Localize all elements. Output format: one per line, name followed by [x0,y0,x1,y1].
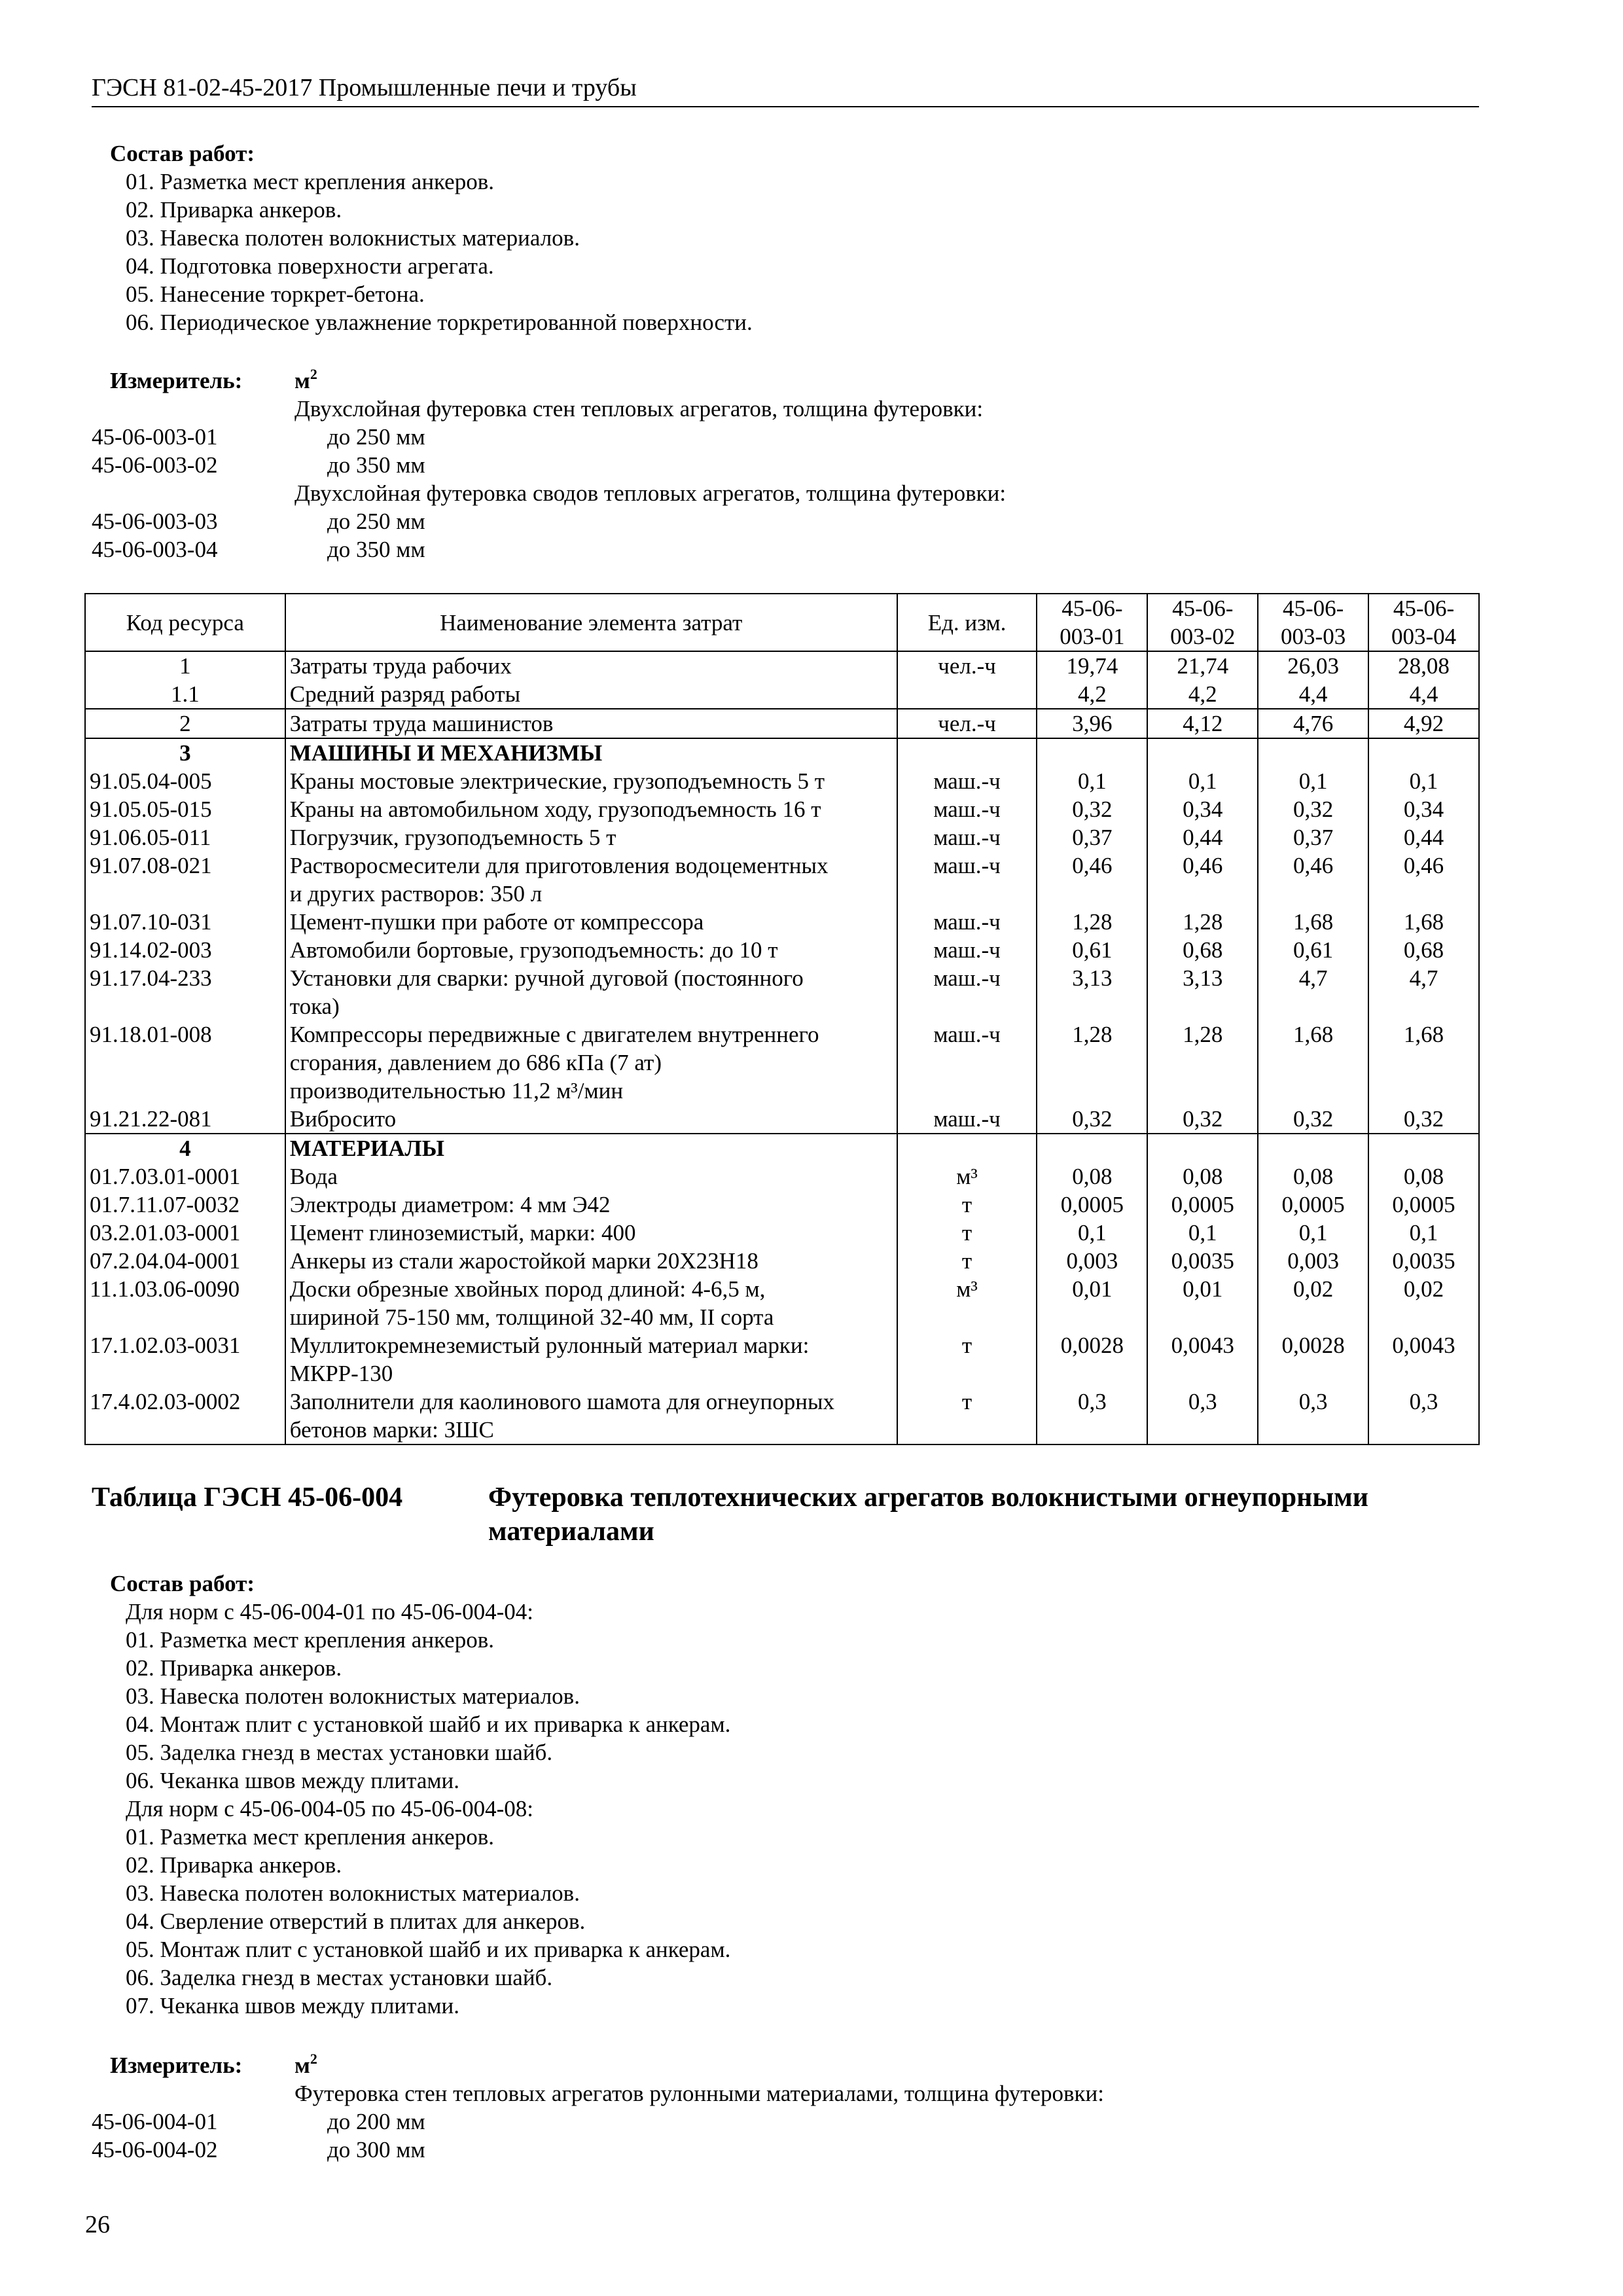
cell-value [1258,738,1368,767]
cell-unit [897,1303,1037,1331]
cell-value: 0,46 [1037,852,1147,880]
cell-unit [897,738,1037,767]
work-item: 06. Заделка гнезд в местах установки шайб. [126,1965,553,1990]
cell-unit: т [897,1247,1037,1275]
header-code: Код ресурса [85,594,285,651]
cell-value: 0,44 [1147,823,1258,852]
table-row [85,936,1479,964]
cell-value [1037,1303,1147,1331]
cell-name: тока) [285,992,897,1020]
cell-unit: маш.-ч [897,964,1037,992]
cell-value: 0,1 [1147,1219,1258,1247]
cell-value [1147,738,1258,767]
cell-unit [897,1359,1037,1388]
cell-value: 0,46 [1368,852,1479,880]
cell-code: 3 [85,738,285,767]
cell-code: 91.06.05-011 [85,823,285,852]
cell-value [1258,1049,1368,1077]
cell-value: 0,0028 [1258,1331,1368,1359]
cell-name: МКРР-130 [285,1359,897,1388]
cell-name: Муллитокремнеземистый рулонный материал марки: [285,1331,897,1359]
work-item: 05. Монтаж плит с установкой шайб и их приварка к анкерам. [126,1937,731,1962]
table-title: Футеровка теплотехнических агрегатов волокнистыми огнеупорными материалами [488,1482,1368,1547]
cell-value: 3,13 [1037,964,1147,992]
cell-name: производительностью 11,2 м³/мин [285,1077,897,1105]
cell-value: 4,12 [1147,709,1258,738]
table-row [85,1303,1479,1331]
running-header: ГЭСН 81-02-45-2017 Промышленные печи и трубы [92,73,1479,107]
cell-value: 19,74 [1037,651,1147,680]
cell-name: Вибросито [285,1105,897,1134]
table-row [85,1275,1479,1303]
cell-value [1258,1134,1368,1162]
cell-value: 1,28 [1147,1020,1258,1049]
cell-value [1368,1303,1479,1331]
cell-code: 07.2.04.04-0001 [85,1247,285,1275]
cell-value: 0,1 [1258,1219,1368,1247]
cell-code: 03.2.01.03-0001 [85,1219,285,1247]
table-row [85,1077,1479,1105]
cell-value: 0,0005 [1037,1191,1147,1219]
cell-unit: м³ [897,1162,1037,1191]
cell-code [85,880,285,908]
cell-value: 0,3 [1368,1388,1479,1416]
cell-unit [897,992,1037,1020]
cell-code: 91.05.04-005 [85,767,285,795]
cell-value: 0,32 [1258,1105,1368,1134]
measure-label: Измеритель: [110,2053,243,2078]
cell-name: шириной 75-150 мм, толщиной 32-40 мм, II сорта [285,1303,897,1331]
cell-unit [897,1134,1037,1162]
table-header-row [85,594,1479,651]
works-list [126,1598,730,2020]
cell-value [1037,992,1147,1020]
table-row [85,1105,1479,1134]
header-norm: 45-06- 003-01 [1037,594,1147,651]
cell-unit: т [897,1219,1037,1247]
cell-value [1147,880,1258,908]
work-item: Для норм с 45-06-004-01 по 45-06-004-04: [126,1599,533,1624]
cell-value: 4,4 [1258,680,1368,709]
cell-code: 2 [85,709,285,738]
measure-unit: $м^2$ [294,2051,317,2078]
cell-unit: чел.-ч [897,651,1037,680]
cell-value [1147,1134,1258,1162]
table-row [85,709,1479,738]
table-row [85,823,1479,852]
cell-unit: маш.-ч [897,795,1037,823]
cell-value: 0,32 [1147,1105,1258,1134]
works-title: Состав работ: [110,141,255,166]
norm-code: 45-06-003-03 [92,509,218,534]
cell-value: 0,0043 [1368,1331,1479,1359]
cell-unit: т [897,1388,1037,1416]
cell-code [85,1416,285,1444]
cell-code: 91.07.08-021 [85,852,285,880]
cell-value: 1,28 [1147,908,1258,936]
cell-value: 1,28 [1037,1020,1147,1049]
cell-value: 0,0005 [1368,1191,1479,1219]
cell-unit [897,1077,1037,1105]
cell-code: 91.21.22-081 [85,1105,285,1134]
work-item: 05. Нанесение торкрет-бетона. [126,281,425,307]
cell-value: 0,37 [1258,823,1368,852]
cell-value: 0,01 [1147,1275,1258,1303]
cell-value: 0,68 [1147,936,1258,964]
cell-name: и других растворов: 350 л [285,880,897,908]
norm-text: до 300 мм [327,2137,425,2162]
cell-name: Компрессоры передвижные с двигателем внутреннего [285,1020,897,1049]
table-row [85,992,1479,1020]
cell-value: 4,7 [1258,964,1368,992]
cell-code: 01.7.11.07-0032 [85,1191,285,1219]
table-row [85,880,1479,908]
table-row [85,651,1479,680]
norm-text: до 250 мм [327,424,425,450]
cell-value: 0,44 [1368,823,1479,852]
cell-value [1037,1359,1147,1388]
cell-value [1037,1049,1147,1077]
cell-name: Электроды диаметром: 4 мм Э42 [285,1191,897,1219]
cell-value [1037,1416,1147,1444]
cell-value: 0,3 [1258,1388,1368,1416]
cell-unit: маш.-ч [897,936,1037,964]
cell-code: 1 [85,651,285,680]
cell-code: 91.14.02-003 [85,936,285,964]
cell-code: 91.18.01-008 [85,1020,285,1049]
cell-unit: маш.-ч [897,1105,1037,1134]
cell-unit: маш.-ч [897,908,1037,936]
cell-name: Цемент глиноземистый, марки: 400 [285,1219,897,1247]
measure-unit: $м^2$ [294,366,317,393]
cell-code: 1.1 [85,680,285,709]
cell-name: Средний разряд работы [285,680,897,709]
table-row [85,1049,1479,1077]
table-row [85,1359,1479,1388]
cell-name: Установки для сварки: ручной дуговой (постоянного [285,964,897,992]
cell-value: 0,3 [1147,1388,1258,1416]
cell-value: 4,2 [1037,680,1147,709]
works-list [126,168,753,336]
norm-code: 45-06-004-02 [92,2137,218,2162]
cell-value [1258,880,1368,908]
cell-value: 21,74 [1147,651,1258,680]
table-row [85,852,1479,880]
measure-label: Измеритель: [110,368,243,393]
cell-value: 4,76 [1258,709,1368,738]
cell-value: 1,68 [1258,1020,1368,1049]
cell-value [1037,1077,1147,1105]
cell-name: МАШИНЫ И МЕХАНИЗМЫ [285,738,897,767]
norm-code: 45-06-003-04 [92,537,218,562]
table-row [85,1219,1479,1247]
cell-value: 0,32 [1037,795,1147,823]
resource-table [84,593,1480,1445]
header-norm: 45-06- 003-04 [1368,594,1479,651]
cell-name: Доски обрезные хвойных пород длиной: 4-6,5 м, [285,1275,897,1303]
cell-name: МАТЕРИАЛЫ [285,1134,897,1162]
table-row [85,1331,1479,1359]
cell-unit: чел.-ч [897,709,1037,738]
cell-name: Анкеры из стали жаростойкой марки 20Х23Н18 [285,1247,897,1275]
work-item: 04. Сверление отверстий в плитах для анкеров. [126,1909,586,1934]
cell-unit: т [897,1331,1037,1359]
cell-value: 0,1 [1037,767,1147,795]
cell-value [1147,1303,1258,1331]
cell-value [1258,1303,1368,1331]
cell-value: 4,4 [1368,680,1479,709]
cell-unit [897,880,1037,908]
header-norm: 45-06- 003-02 [1147,594,1258,651]
work-item: 04. Монтаж плит с установкой шайб и их приварка к анкерам. [126,1712,731,1737]
cell-value: 0,02 [1258,1275,1368,1303]
cell-code [85,1303,285,1331]
work-item: 03. Навеска полотен волокнистых материалов. [126,1880,580,1906]
cell-value: 26,03 [1258,651,1368,680]
work-item: 02. Приварка анкеров. [126,197,342,223]
cell-value: 0,46 [1147,852,1258,880]
cell-value [1147,1416,1258,1444]
cell-value [1147,1359,1258,1388]
work-item: 03. Навеска полотен волокнистых материалов. [126,225,580,251]
cell-code: 91.07.10-031 [85,908,285,936]
cell-value: 0,1 [1147,767,1258,795]
work-item: 01. Разметка мест крепления анкеров. [126,1627,494,1653]
cell-value: 0,0005 [1147,1191,1258,1219]
cell-value: 0,37 [1037,823,1147,852]
cell-value [1368,1077,1479,1105]
table-row [85,1162,1479,1191]
work-item: 07. Чеканка швов между плитами. [126,1993,460,2018]
work-item: Для норм с 45-06-004-05 по 45-06-004-08: [126,1796,533,1821]
norm-code: 45-06-004-01 [92,2109,218,2134]
works-title: Состав работ: [110,1571,255,1596]
header-unit: Ед. изм. [897,594,1037,651]
cell-value [1037,880,1147,908]
cell-name: Цемент-пушки при работе от компрессора [285,908,897,936]
cell-value [1037,738,1147,767]
cell-value: 1,28 [1037,908,1147,936]
cell-code [85,992,285,1020]
cell-value: 0,003 [1258,1247,1368,1275]
cell-value: 4,7 [1368,964,1479,992]
cell-value [1368,1134,1479,1162]
cell-value: 0,32 [1368,1105,1479,1134]
cell-unit [897,1049,1037,1077]
table-row [85,1191,1479,1219]
cell-name: Растворосмесители для приготовления водоцементных [285,852,897,880]
norm-group-title: Футеровка стен тепловых агрегатов рулонными материалами, толщина футеровки: [294,2081,1104,2106]
table-row [85,1388,1479,1416]
cell-unit: маш.-ч [897,852,1037,880]
cell-value: 0,0043 [1147,1331,1258,1359]
cell-name: Заполнители для каолинового шамота для огнеупорных [285,1388,897,1416]
table-row [85,795,1479,823]
cell-value [1258,1359,1368,1388]
cell-value [1147,1049,1258,1077]
cell-value: 1,68 [1368,908,1479,936]
cell-code [85,1359,285,1388]
cell-value: 0,1 [1258,767,1368,795]
cell-code: 91.17.04-233 [85,964,285,992]
cell-value: 28,08 [1368,651,1479,680]
cell-name: Вода [285,1162,897,1191]
cell-name: Автомобили бортовые, грузоподъемность: до 10 т [285,936,897,964]
cell-code: 4 [85,1134,285,1162]
cell-value: 0,08 [1368,1162,1479,1191]
cell-value: 0,3 [1037,1388,1147,1416]
norm-text: до 200 мм [327,2109,425,2134]
cell-name: Погрузчик, грузоподъемность 5 т [285,823,897,852]
cell-value [1368,880,1479,908]
cell-unit: м³ [897,1275,1037,1303]
work-item: 01. Разметка мест крепления анкеров. [126,169,494,194]
cell-value [1368,1416,1479,1444]
cell-value [1258,1077,1368,1105]
cell-name: Краны на автомобильном ходу, грузоподъемность 16 т [285,795,897,823]
cell-value: 0,1 [1368,1219,1479,1247]
cell-code [85,1077,285,1105]
norm-group-title: Двухслойная футеровка стен тепловых агрегатов, толщина футеровки: [294,396,984,422]
cell-code: 17.4.02.03-0002 [85,1388,285,1416]
cell-value: 0,34 [1368,795,1479,823]
cell-value: 0,32 [1037,1105,1147,1134]
cell-code: 01.7.03.01-0001 [85,1162,285,1191]
work-item: 01. Разметка мест крепления анкеров. [126,1824,494,1850]
cell-value [1037,1134,1147,1162]
cell-value: 0,61 [1037,936,1147,964]
cell-value [1368,1049,1479,1077]
cell-value: 0,34 [1147,795,1258,823]
cell-value [1368,1359,1479,1388]
cell-value: 0,003 [1037,1247,1147,1275]
cell-unit: маш.-ч [897,823,1037,852]
table-label: Таблица ГЭСН 45-06-004 [92,1482,403,1513]
cell-value [1147,1077,1258,1105]
cell-code [85,1049,285,1077]
cell-unit [897,1416,1037,1444]
cell-code: 17.1.02.03-0031 [85,1331,285,1359]
cell-code: 91.05.05-015 [85,795,285,823]
header-name: Наименование элемента затрат [285,594,897,651]
norm-text: до 350 мм [327,452,425,478]
cell-value: 0,61 [1258,936,1368,964]
work-item: 02. Приварка анкеров. [126,1852,342,1878]
table-row [85,1247,1479,1275]
cell-value: 0,46 [1258,852,1368,880]
work-item: 06. Периодическое увлажнение торкретированной поверхности. [126,310,753,335]
norm-code: 45-06-003-02 [92,452,218,478]
cell-value [1368,738,1479,767]
work-item: 06. Чеканка швов между плитами. [126,1768,460,1793]
table-row [85,1416,1479,1444]
norm-text: до 250 мм [327,509,425,534]
work-item: 03. Навеска полотен волокнистых материалов. [126,1683,580,1709]
cell-value: 0,1 [1037,1219,1147,1247]
cell-value: 0,0028 [1037,1331,1147,1359]
cell-unit [897,680,1037,709]
cell-value: 0,1 [1368,767,1479,795]
cell-value: 1,68 [1368,1020,1479,1049]
cell-name: Затраты труда машинистов [285,709,897,738]
cell-name: сгорания, давлением до 686 кПа (7 ат) [285,1049,897,1077]
table-row [85,738,1479,767]
work-item: 02. Приварка анкеров. [126,1655,342,1681]
cell-value: 4,2 [1147,680,1258,709]
norm-group-title: Двухслойная футеровка сводов тепловых агрегатов, толщина футеровки: [294,480,1007,506]
cell-name: Краны мостовые электрические, грузоподъемность 5 т [285,767,897,795]
cell-name: бетонов марки: ЗШС [285,1416,897,1444]
cell-value [1258,992,1368,1020]
table-row [85,964,1479,992]
work-item: 04. Подготовка поверхности агрегата. [126,253,494,279]
cell-value: 0,0005 [1258,1191,1368,1219]
cell-value: 0,08 [1258,1162,1368,1191]
cell-value [1258,1416,1368,1444]
table-row [85,908,1479,936]
table-row [85,767,1479,795]
cell-value [1147,992,1258,1020]
cell-value: 0,0035 [1368,1247,1479,1275]
work-item: 05. Заделка гнезд в местах установки шайб. [126,1740,553,1765]
cell-value: 3,13 [1147,964,1258,992]
cell-value: 0,02 [1368,1275,1479,1303]
norm-code: 45-06-003-01 [92,424,218,450]
cell-name: Затраты труда рабочих [285,651,897,680]
cell-value: 0,68 [1368,936,1479,964]
cell-value: 3,96 [1037,709,1147,738]
table-row [85,680,1479,709]
cell-unit: маш.-ч [897,767,1037,795]
norm-text: до 350 мм [327,537,425,562]
cell-unit: т [897,1191,1037,1219]
header-norm: 45-06- 003-03 [1258,594,1368,651]
cell-value: 4,92 [1368,709,1479,738]
cell-value: 0,32 [1258,795,1368,823]
cell-value: 0,0035 [1147,1247,1258,1275]
table-row [85,1020,1479,1049]
cell-value: 0,08 [1147,1162,1258,1191]
cell-value: 0,01 [1037,1275,1147,1303]
cell-value: 1,68 [1258,908,1368,936]
cell-code: 11.1.03.06-0090 [85,1275,285,1303]
table-row [85,1134,1479,1162]
cell-value [1368,992,1479,1020]
cell-value: 0,08 [1037,1162,1147,1191]
page-number: 26 [85,2211,110,2238]
cell-unit: маш.-ч [897,1020,1037,1049]
